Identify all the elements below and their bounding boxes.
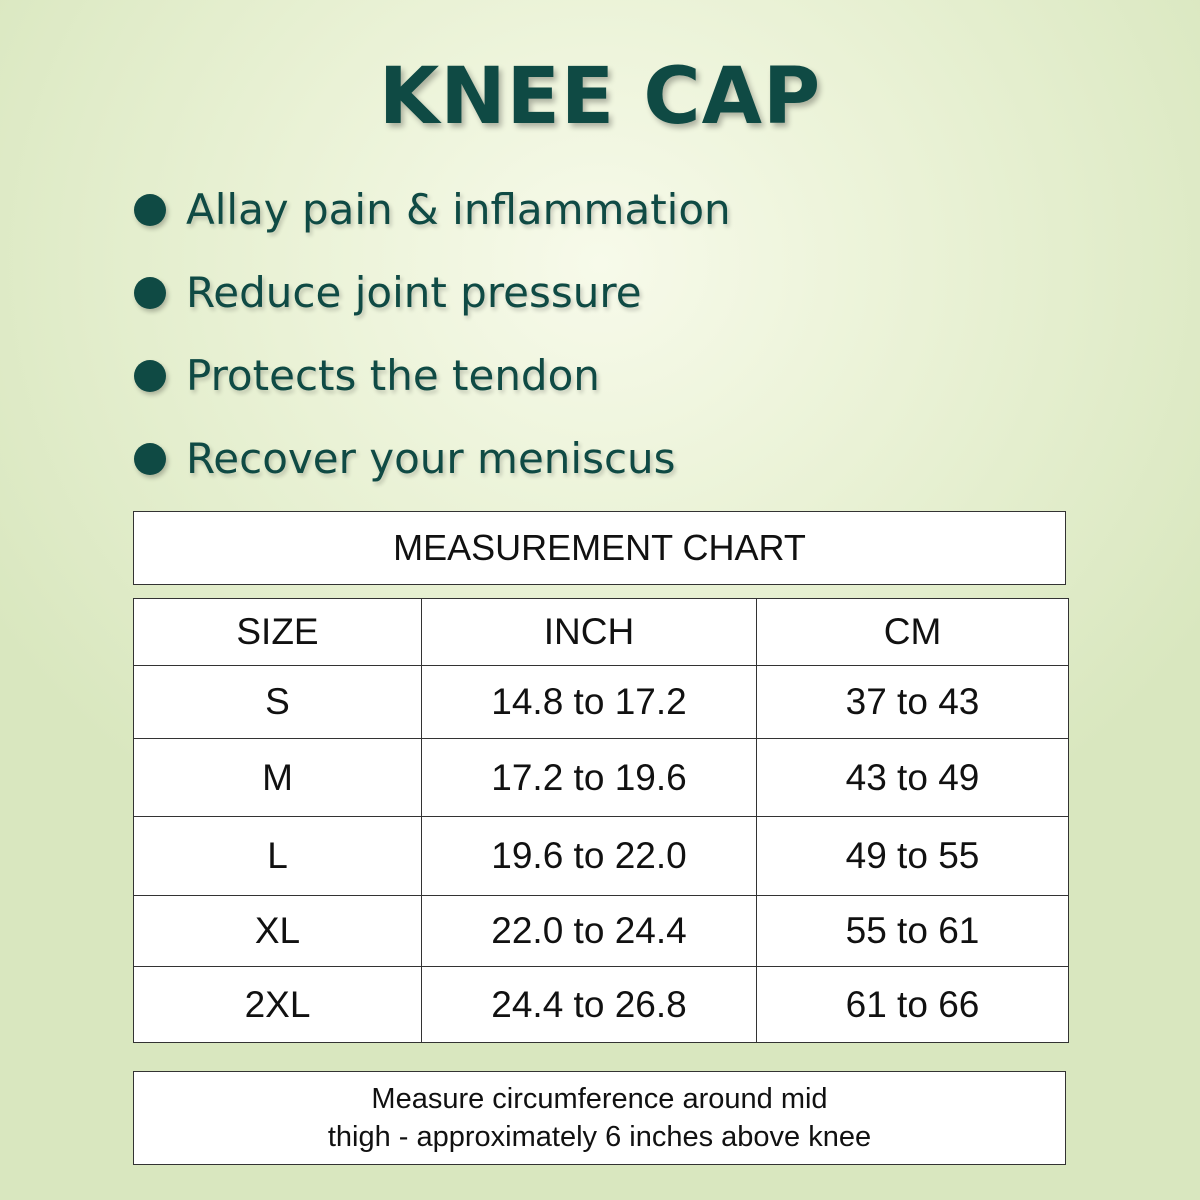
page-title: KNEE CAP <box>378 52 822 142</box>
cm-cell: 55 to 61 <box>757 896 1069 967</box>
benefit-item <box>134 417 731 500</box>
table-row <box>134 967 1069 1043</box>
benefit-text: Reduce joint pressure <box>186 268 642 317</box>
table-row <box>134 817 1069 896</box>
benefit-text: Recover your meniscus <box>186 434 676 483</box>
measurement-table <box>133 598 1069 1043</box>
note-line-1: Measure circumference around mid <box>371 1083 828 1115</box>
cm-cell: 43 to 49 <box>757 739 1069 817</box>
header-size: SIZE <box>134 599 422 666</box>
benefit-text: Protects the tendon <box>186 351 600 400</box>
inch-cell: 19.6 to 22.0 <box>422 817 757 896</box>
header-inch: INCH <box>422 599 757 666</box>
chart-title-box <box>133 511 1066 585</box>
size-cell: M <box>134 739 422 817</box>
inch-cell: 22.0 to 24.4 <box>422 896 757 967</box>
benefit-item <box>134 334 731 417</box>
benefit-item <box>134 251 731 334</box>
table-row <box>134 739 1069 817</box>
cm-cell: 37 to 43 <box>757 666 1069 739</box>
bullet-dot-icon <box>134 194 166 226</box>
bullet-dot-icon <box>134 443 166 475</box>
size-cell: XL <box>134 896 422 967</box>
table-row <box>134 896 1069 967</box>
table-row <box>134 666 1069 739</box>
measurement-note-box <box>133 1071 1066 1165</box>
chart-title: MEASUREMENT CHART <box>393 527 806 568</box>
measurement-note <box>328 1080 871 1156</box>
cm-cell: 61 to 66 <box>757 967 1069 1043</box>
inch-cell: 17.2 to 19.6 <box>422 739 757 817</box>
size-cell: S <box>134 666 422 739</box>
bullet-dot-icon <box>134 277 166 309</box>
size-cell: 2XL <box>134 967 422 1043</box>
size-cell: L <box>134 817 422 896</box>
inch-cell: 24.4 to 26.8 <box>422 967 757 1043</box>
header-cm: CM <box>757 599 1069 666</box>
bullet-dot-icon <box>134 360 166 392</box>
benefit-item <box>134 168 731 251</box>
table-header-row <box>134 599 1069 666</box>
benefits-list <box>134 168 731 500</box>
inch-cell: 14.8 to 17.2 <box>422 666 757 739</box>
note-line-2: thigh - approximately 6 inches above knee <box>327 1121 872 1153</box>
cm-cell: 49 to 55 <box>757 817 1069 896</box>
benefit-text: Allay pain & inflammation <box>186 185 731 234</box>
